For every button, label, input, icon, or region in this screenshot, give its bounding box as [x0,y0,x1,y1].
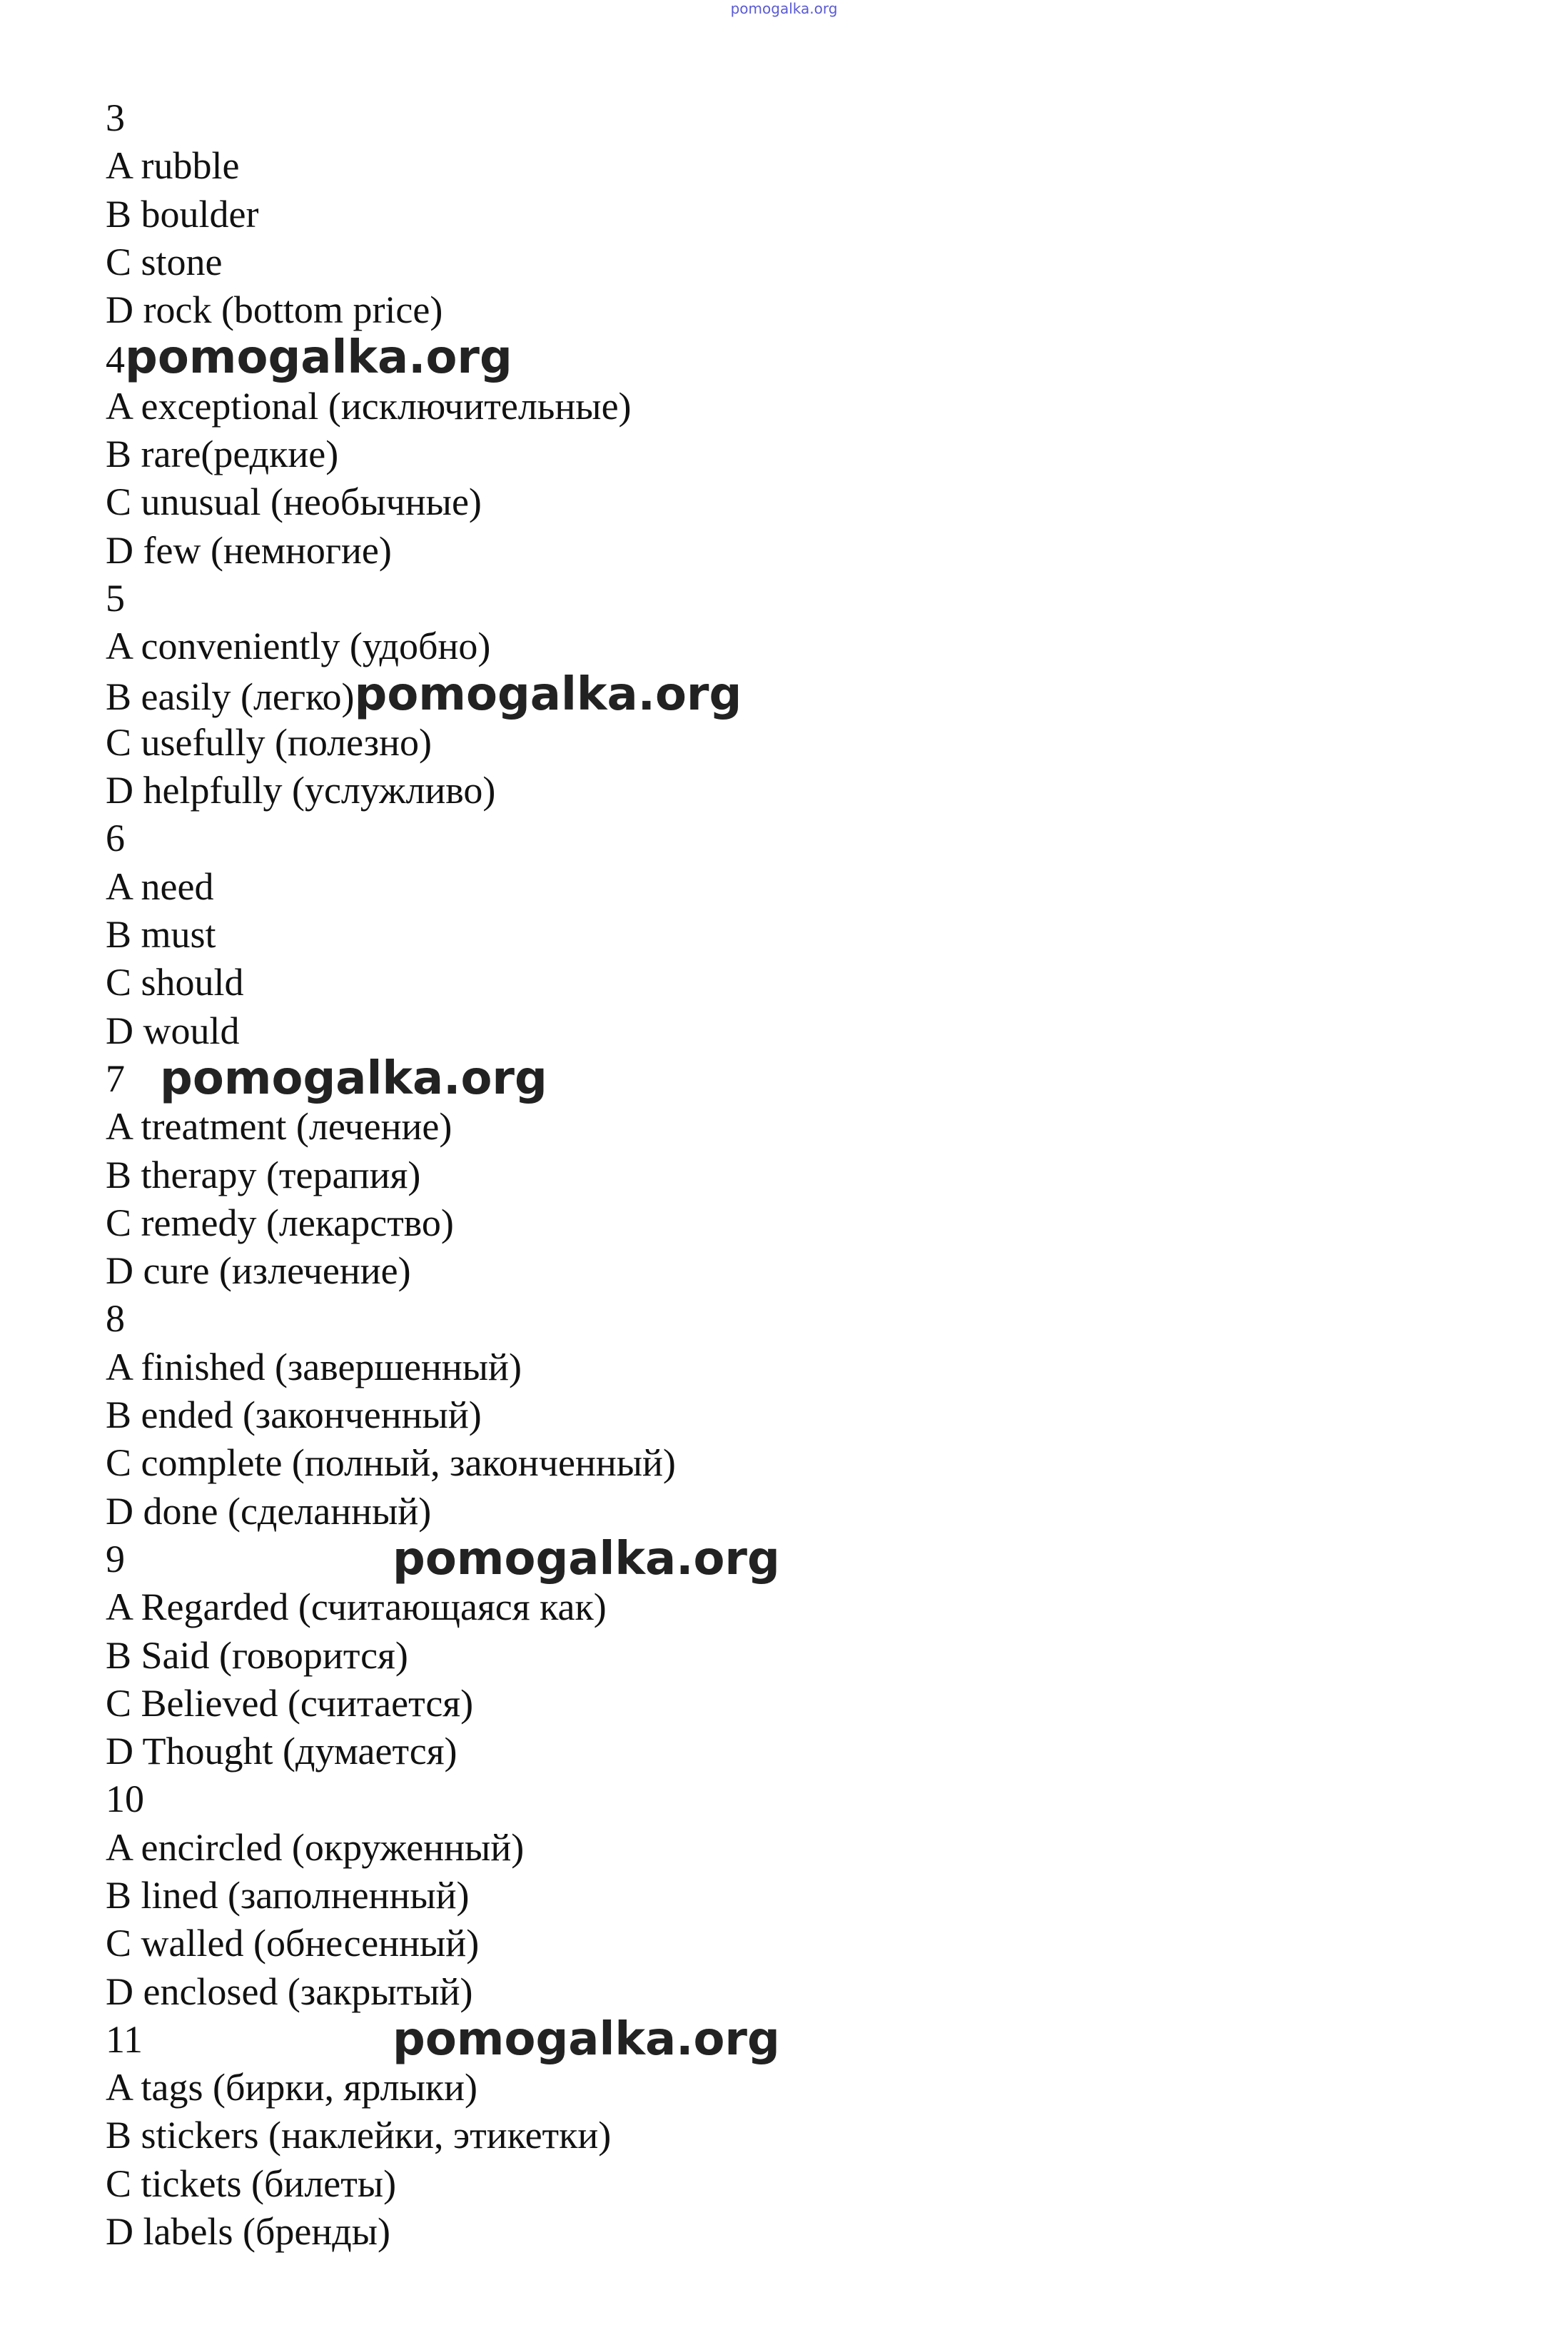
watermark: pomogalka.org [125,331,512,385]
option-line: B ended (законченный) [106,1393,482,1437]
option-line: D would [106,1009,240,1052]
option-line: B easily (легко)pomogalka.org [106,667,742,721]
option-line: A rubble [106,144,240,188]
option-line: C usefully (полезно) [106,720,432,764]
option-line: A finished (завершенный) [106,1345,522,1388]
option-line: D cure (излечение) [106,1249,411,1293]
watermark: pomogalka.org [393,1532,780,1585]
question-number-9: 9 pomogalka.org [106,1532,780,1585]
question-number-5: 5 [106,576,125,620]
question-number-10: 10 [106,1777,144,1821]
option-line: C should [106,961,244,1004]
option-line: B rare(редкие) [106,433,339,476]
option-line: D rock (bottom price) [106,288,443,332]
watermark: pomogalka.org [393,2012,780,2066]
option-line: C walled (обнесенный) [106,1922,480,1965]
question-number-4: 4pomogalka.org [106,331,512,385]
option-line: A treatment (лечение) [106,1105,452,1149]
answer-list [106,94,1462,2256]
option-line: D Thought (думается) [106,1730,457,1773]
option-line: D enclosed (закрытый) [106,1970,473,2013]
option-line: B lined (заполненный) [106,1873,470,1917]
question-number-7: 7 pomogalka.org [106,1051,547,1105]
option-line: C complete (полный, законченный) [106,1441,676,1485]
option-line: C unusual (необычные) [106,480,482,524]
option-line: B stickers (наклейки, этикетки) [106,2114,612,2157]
question-number-6: 6 [106,817,125,860]
option-line: A encircled (окруженный) [106,1825,525,1869]
option-line: B boulder [106,192,259,236]
option-line: A Regarded (считающаяся как) [106,1585,607,1629]
option-line: C Believed (считается) [106,1681,474,1725]
option-line: C remedy (лекарство) [106,1201,454,1244]
option-line: B therapy (терапия) [106,1153,421,1196]
watermark: pomogalka.org [160,1051,547,1105]
option-line: A tags (бирки, ярлыки) [106,2066,477,2109]
question-number-3: 3 [106,96,125,139]
question-number-8: 8 [106,1297,125,1341]
option-line: D few (немногие) [106,528,392,572]
option-line: A conveniently (удобно) [106,625,491,668]
option-line: C tickets (билеты) [106,2162,397,2205]
option-line: C stone [106,240,223,283]
option-line: D done (сделанный) [106,1489,432,1533]
option-line: A exceptional (исключительные) [106,384,632,428]
option-line: A need [106,864,214,908]
option-line: D labels (бренды) [106,2210,391,2254]
option-line: D helpfully (услужливо) [106,769,496,812]
question-number-11: 11 pomogalka.org [106,2012,780,2066]
option-line: B must [106,913,216,957]
site-link[interactable]: pomogalka.org [730,0,838,17]
option-line: B Said (говорится) [106,1633,408,1677]
watermark: pomogalka.org [354,667,742,721]
